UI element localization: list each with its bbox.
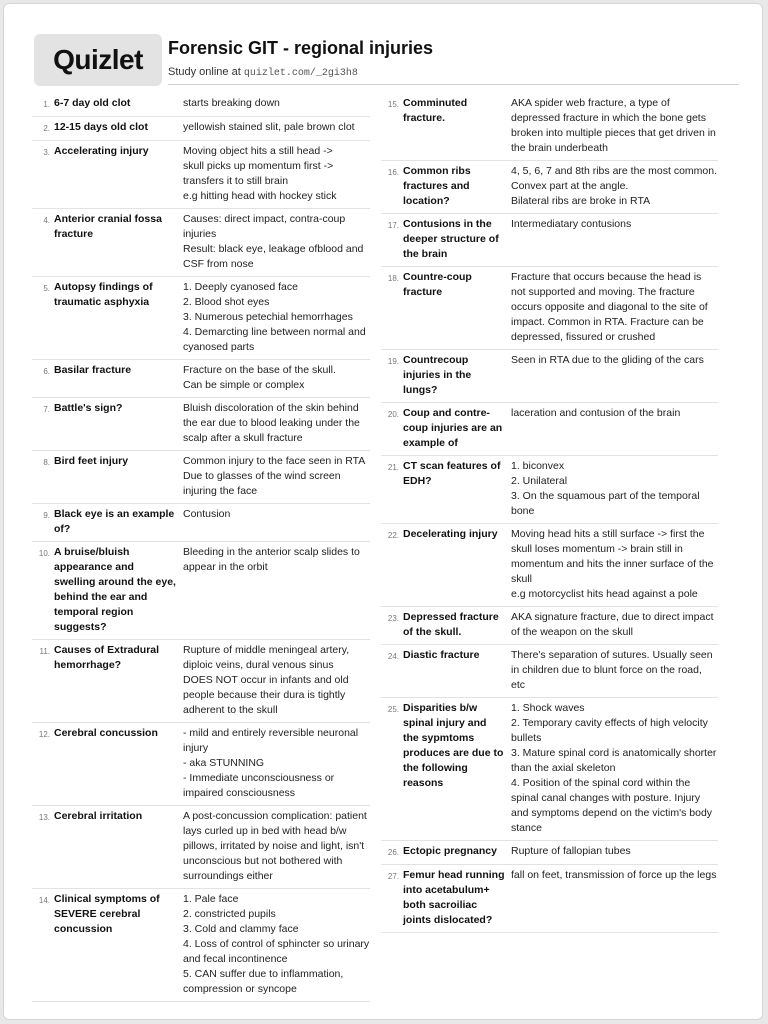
flashcard-row bbox=[32, 398, 370, 451]
card-term: Accelerating injury bbox=[54, 145, 149, 157]
card-number: 4. bbox=[43, 216, 50, 225]
card-term: CT scan features of EDH? bbox=[403, 460, 501, 487]
card-number: 18. bbox=[387, 274, 399, 283]
card-definition: AKA spider web fracture, a type of depressed fracture in which the bone gets broken into multiple pieces that get driven in the brain underbeath bbox=[511, 97, 716, 154]
card-term: Ectopic pregnancy bbox=[403, 845, 497, 857]
card-term: Black eye is an example of? bbox=[54, 508, 175, 535]
card-definition: Common injury to the face seen in RTA Due to glasses of the wind screen injuring the face bbox=[183, 455, 366, 497]
card-number: 10. bbox=[38, 549, 50, 558]
card-definition: Seen in RTA due to the gliding of the cars bbox=[511, 354, 704, 366]
card-term: Clinical symptoms of SEVERE cerebral concussion bbox=[54, 893, 160, 935]
card-term: Contusions in the deeper structure of the brain bbox=[403, 218, 499, 260]
card-number: 1. bbox=[43, 100, 50, 109]
flashcard-row bbox=[381, 403, 718, 456]
study-url-link[interactable]: quizlet.com/_2gi3h8 bbox=[243, 68, 358, 79]
card-number: 19. bbox=[387, 357, 399, 366]
flashcard-row bbox=[381, 350, 718, 403]
flashcard-row bbox=[381, 524, 718, 607]
card-term: Bird feet injury bbox=[54, 455, 129, 467]
card-term: Decelerating injury bbox=[403, 528, 498, 540]
card-number: 21. bbox=[387, 463, 399, 472]
card-term: Anterior cranial fossa fracture bbox=[54, 213, 162, 240]
card-term: Comminuted fracture. bbox=[403, 97, 468, 124]
flashcard-row bbox=[32, 451, 370, 504]
card-number: 27. bbox=[387, 872, 399, 881]
flashcard-row bbox=[32, 889, 370, 1002]
card-definition: starts breaking down bbox=[183, 97, 280, 109]
card-number: 3. bbox=[43, 148, 50, 157]
study-online-line bbox=[168, 66, 358, 79]
card-number: 12. bbox=[38, 730, 50, 739]
card-number: 8. bbox=[43, 458, 50, 467]
flashcard-row bbox=[381, 841, 718, 865]
card-term: Diastic fracture bbox=[403, 649, 480, 661]
card-number: 24. bbox=[387, 652, 399, 661]
card-definition: Moving head hits a still surface -> first the skull loses momentum -> brain still in momentum and hits the inner surface of the skull e.g motorcyclist hits head against a pole bbox=[511, 528, 714, 600]
card-number: 20. bbox=[387, 410, 399, 419]
flashcard-row bbox=[32, 360, 370, 398]
flashcard-row bbox=[381, 93, 718, 161]
study-sheet bbox=[3, 3, 763, 1020]
card-number: 16. bbox=[387, 168, 399, 177]
flashcard-row bbox=[32, 209, 370, 277]
page-title: Forensic GIT - regional injuries bbox=[168, 38, 434, 58]
card-definition: Bleeding in the anterior scalp slides to appear in the orbit bbox=[183, 546, 360, 573]
card-term: Basilar fracture bbox=[54, 364, 132, 376]
card-column-left bbox=[32, 93, 370, 1002]
flashcard-row bbox=[32, 93, 370, 117]
card-definition: Rupture of fallopian tubes bbox=[511, 845, 631, 857]
card-number: 7. bbox=[43, 405, 50, 414]
card-definition: Moving object hits a still head -> skull picks up momentum first -> transfers it to still brain e.g hitting head with hockey stick bbox=[183, 145, 337, 202]
card-number: 11. bbox=[39, 647, 50, 656]
flashcard-row bbox=[32, 723, 370, 806]
flashcard-row bbox=[381, 698, 718, 841]
card-definition: fall on feet, transmission of force up the legs bbox=[511, 869, 717, 881]
card-definition: Fracture on the base of the skull. Can be simple or complex bbox=[183, 364, 336, 391]
flashcard-row bbox=[32, 806, 370, 889]
card-term: Common ribs fractures and location? bbox=[403, 165, 471, 207]
card-number: 9. bbox=[43, 511, 50, 520]
flashcard-row bbox=[381, 267, 718, 350]
card-term: Depressed fracture of the skull. bbox=[403, 611, 499, 638]
card-term: Femur head running into acetabulum+ both sacroiliac joints dislocated? bbox=[403, 869, 505, 926]
card-number: 26. bbox=[387, 848, 399, 857]
flashcard-row bbox=[32, 504, 370, 542]
quizlet-logo[interactable] bbox=[34, 34, 162, 86]
card-definition: Causes: direct impact, contra-coup injuries Result: black eye, leakage ofblood and CSF from nose bbox=[183, 213, 364, 270]
card-number: 15. bbox=[387, 100, 399, 109]
card-term: 12-15 days old clot bbox=[54, 121, 148, 133]
card-term: 6-7 day old clot bbox=[54, 97, 131, 109]
logo-text: Quizlet bbox=[53, 44, 143, 75]
card-definition: Fracture that occurs because the head is not supported and moving. The fracture occurs opposite and diagonal to the site of impact. Common in RTA. Fracture can be depressed, fissured or crushed bbox=[511, 271, 708, 343]
card-term: Cerebral irritation bbox=[54, 810, 143, 822]
card-definition: Intermediatary contusions bbox=[511, 218, 632, 230]
card-term: Autopsy findings of traumatic asphyxia bbox=[54, 281, 153, 308]
card-column-right bbox=[381, 93, 718, 933]
flashcard-row bbox=[32, 141, 370, 209]
card-term: Coup and contre-coup injuries are an example of bbox=[403, 407, 503, 449]
card-number: 6. bbox=[43, 367, 50, 376]
card-definition: Contusion bbox=[183, 508, 231, 520]
flashcard-row bbox=[32, 542, 370, 640]
card-term: Battle's sign? bbox=[54, 402, 123, 414]
card-definition: 1. Deeply cyanosed face 2. Blood shot eyes 3. Numerous petechial hemorrhages 4. Demarcting line between normal and cyanosed parts bbox=[183, 281, 366, 353]
card-number: 17. bbox=[387, 221, 399, 230]
flashcard-row bbox=[381, 214, 718, 267]
card-number: 23. bbox=[387, 614, 399, 623]
card-definition: - mild and entirely reversible neuronal injury - aka STUNNING - Immediate unconsciousness or impaired consciousness bbox=[183, 727, 359, 799]
flashcard-row bbox=[381, 607, 718, 645]
card-definition: A post-concussion complication: patient lays curled up in bed with head b/w pillows, irritated by noise and light, isn't unconscious but not bothered with surroundings either bbox=[183, 810, 367, 882]
flashcard-row bbox=[381, 645, 718, 698]
card-term: Cerebral concussion bbox=[54, 727, 158, 739]
flashcard-row bbox=[32, 640, 370, 723]
header bbox=[34, 34, 739, 86]
flashcard-row bbox=[32, 117, 370, 141]
card-definition: 1. biconvex 2. Unilateral 3. On the squamous part of the temporal bone bbox=[511, 460, 700, 517]
flashcard-row bbox=[381, 161, 718, 214]
flashcard-row bbox=[381, 456, 718, 524]
card-number: 13. bbox=[38, 813, 50, 822]
card-definition: Rupture of middle meningeal artery, diploic veins, dural venous sinus DOES NOT occur in infants and old people because their dura is tightly adherent to the skull bbox=[183, 644, 350, 716]
flashcard-row bbox=[32, 277, 370, 360]
card-term: Countre-coup fracture bbox=[403, 271, 472, 298]
card-number: 25. bbox=[387, 705, 399, 714]
card-definition: 1. Pale face 2. constricted pupils 3. Cold and clammy face 4. Loss of control of sphincter so urinary and fecal incontinence 5. CAN suffer due to inflammation, compression or syncope bbox=[183, 893, 370, 995]
card-definition: There's separation of sutures. Usually seen in children due to blunt force on the road, etc bbox=[511, 649, 713, 691]
card-definition: 4, 5, 6, 7 and 8th ribs are the most common. Convex part at the angle. Bilateral ribs are broke in RTA bbox=[511, 165, 718, 207]
flashcard-row bbox=[381, 865, 718, 933]
card-definition: AKA signature fracture, due to direct impact of the weapon on the skull bbox=[511, 611, 714, 638]
card-number: 2. bbox=[43, 124, 50, 133]
card-term: Causes of Extradural hemorrhage? bbox=[54, 644, 160, 671]
card-number: 5. bbox=[43, 284, 50, 293]
card-number: 14. bbox=[38, 896, 50, 905]
card-term: A bruise/bluish appearance and swelling around the eye, behind the ear and temporal region suggests? bbox=[54, 546, 176, 633]
card-definition: Bluish discoloration of the skin behind the ear due to blood leaking under the scalp after a skull fracture bbox=[183, 402, 360, 444]
header-divider bbox=[168, 84, 739, 85]
study-prefix: Study online at bbox=[168, 66, 241, 78]
card-term: Countrecoup injuries in the lungs? bbox=[403, 354, 472, 396]
card-definition: yellowish stained slit, pale brown clot bbox=[183, 121, 355, 133]
card-definition: 1. Shock waves 2. Temporary cavity effects of high velocity bullets 3. Mature spinal cord is anatomically shorter than the axial skeleton 4. Position of the spinal cord within the spinal canal changes with posture. Injury and symptoms depend on the victim's body stance bbox=[511, 702, 717, 834]
card-definition: laceration and contusion of the brain bbox=[511, 407, 681, 419]
card-number: 22. bbox=[387, 531, 399, 540]
card-term: Disparities b/w spinal injury and the sypmtoms produces are due to the following reasons bbox=[403, 702, 504, 789]
